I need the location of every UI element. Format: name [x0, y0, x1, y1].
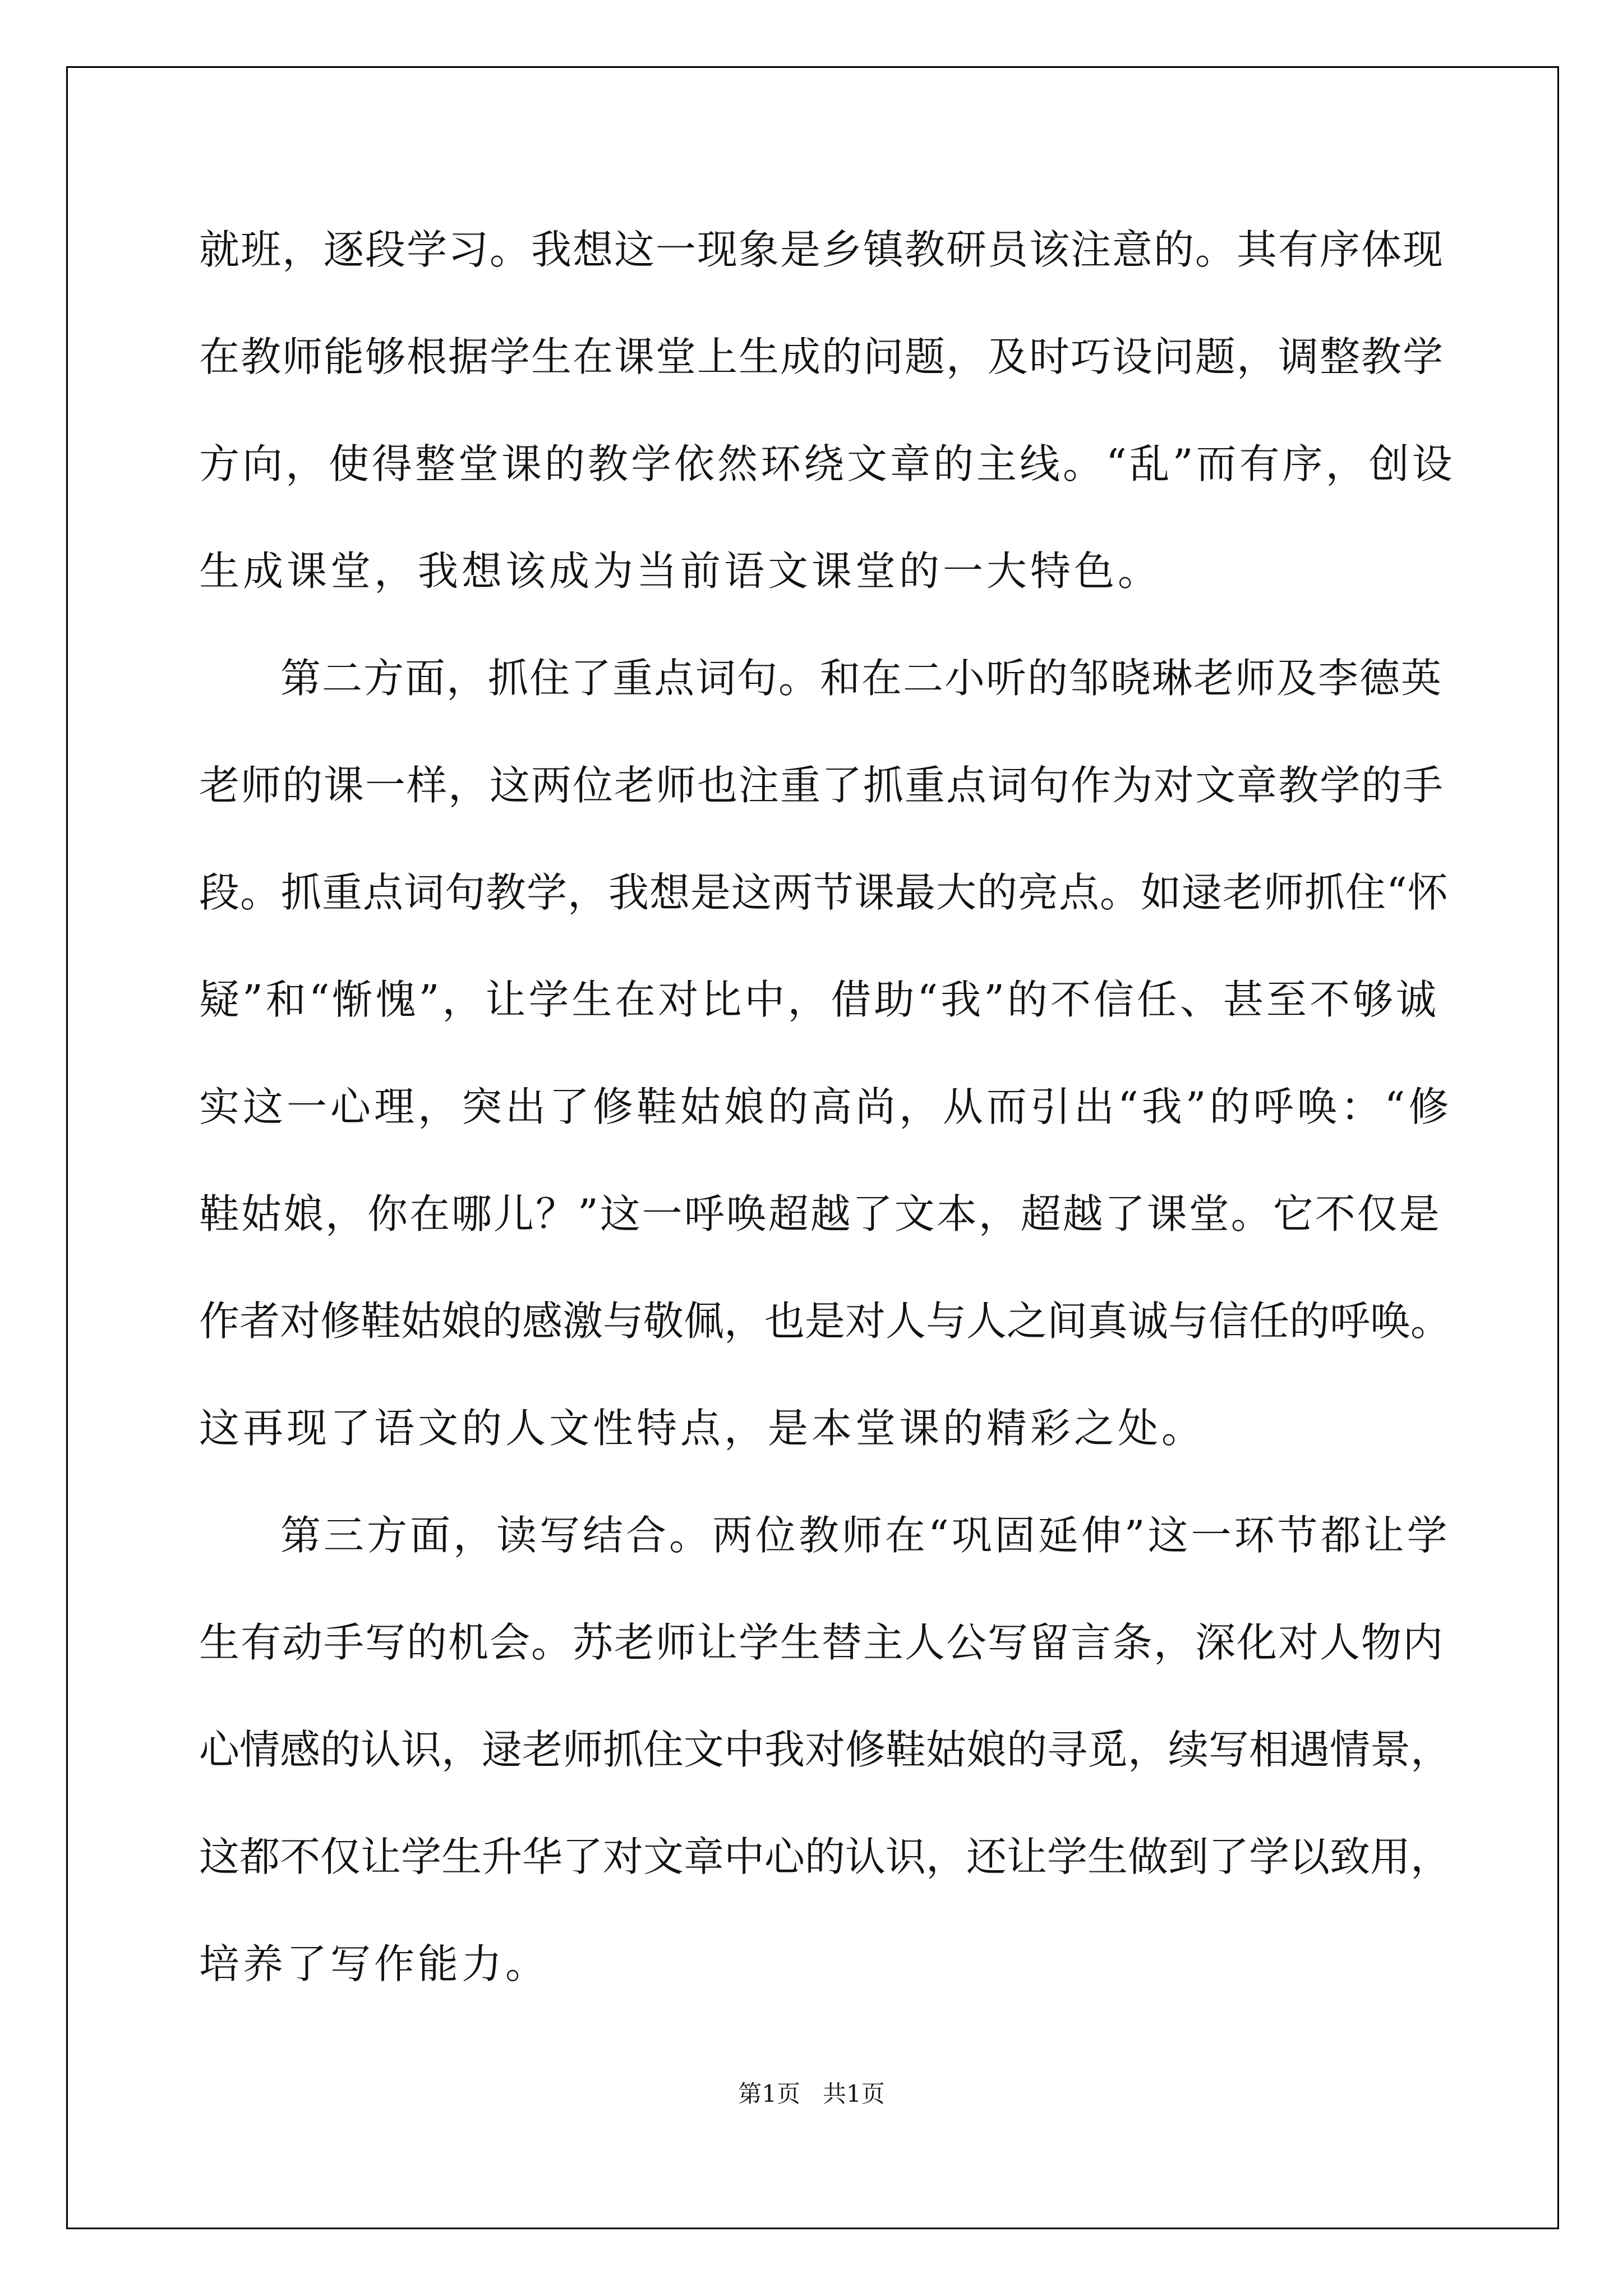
page-footer: 第1页 共1页 — [738, 2080, 885, 2108]
text-line-6: 老师的课一样，这两位老师也注重了抓重点词句作为对文章教学的手 — [199, 762, 1445, 809]
text-line-2: 在教师能够根据学生在课堂上生成的问题，及时巧设问题，调整教学 — [199, 333, 1445, 380]
text-line-15: 心情感的认识，逯老师抓住文中我对修鞋姑娘的寻觅，续写相遇情景， — [199, 1726, 1451, 1773]
text-line-10: 鞋姑娘，你在哪儿？”这一呼唤超越了文本，超越了课堂。它不仅是 — [199, 1190, 1441, 1237]
text-line-11: 作者对修鞋姑娘的感激与敬佩，也是对人与人之间真诚与信任的呼唤。 — [199, 1297, 1451, 1345]
text-line-3: 方向，使得整堂课的教学依然环绕文章的主线。“乱”而有序，创设 — [199, 440, 1455, 487]
text-line-16: 这都不仅让学生升华了对文章中心的认识，还让学生做到了学以致用， — [199, 1833, 1451, 1880]
text-line-7: 段。抓重点词句教学，我想是这两节课最大的亮点。如逯老师抓住“怀 — [199, 869, 1449, 916]
page-border — [66, 66, 1559, 2229]
text-line-1: 就班，逐段学习。我想这一现象是乡镇教研员该注意的。其有序体现 — [199, 226, 1445, 273]
text-line-9: 实这一心理，突出了修鞋姑娘的高尚，从而引出“我”的呼唤：“修 — [199, 1083, 1453, 1130]
text-line-14: 生有动手写的机会。苏老师让学生替主人公写留言条，深化对人物内 — [199, 1619, 1445, 1666]
text-line-5: 第二方面，抓住了重点词句。和在二小听的邹晓琳老师及李德英 — [280, 655, 1443, 702]
text-line-17: 培养了写作能力。 — [199, 1940, 550, 1987]
text-line-12: 这再现了语文的人文性特点，是本堂课的精彩之处。 — [199, 1405, 1206, 1452]
text-line-4: 生成课堂，我想该成为当前语文课堂的一大特色。 — [199, 547, 1162, 595]
text-line-13: 第三方面，读写结合。两位教师在“巩固延伸”这一环节都让学 — [280, 1512, 1450, 1559]
text-line-8: 疑”和“惭愧”，让学生在对比中，借助“我”的不信任、甚至不够诚 — [199, 976, 1440, 1023]
